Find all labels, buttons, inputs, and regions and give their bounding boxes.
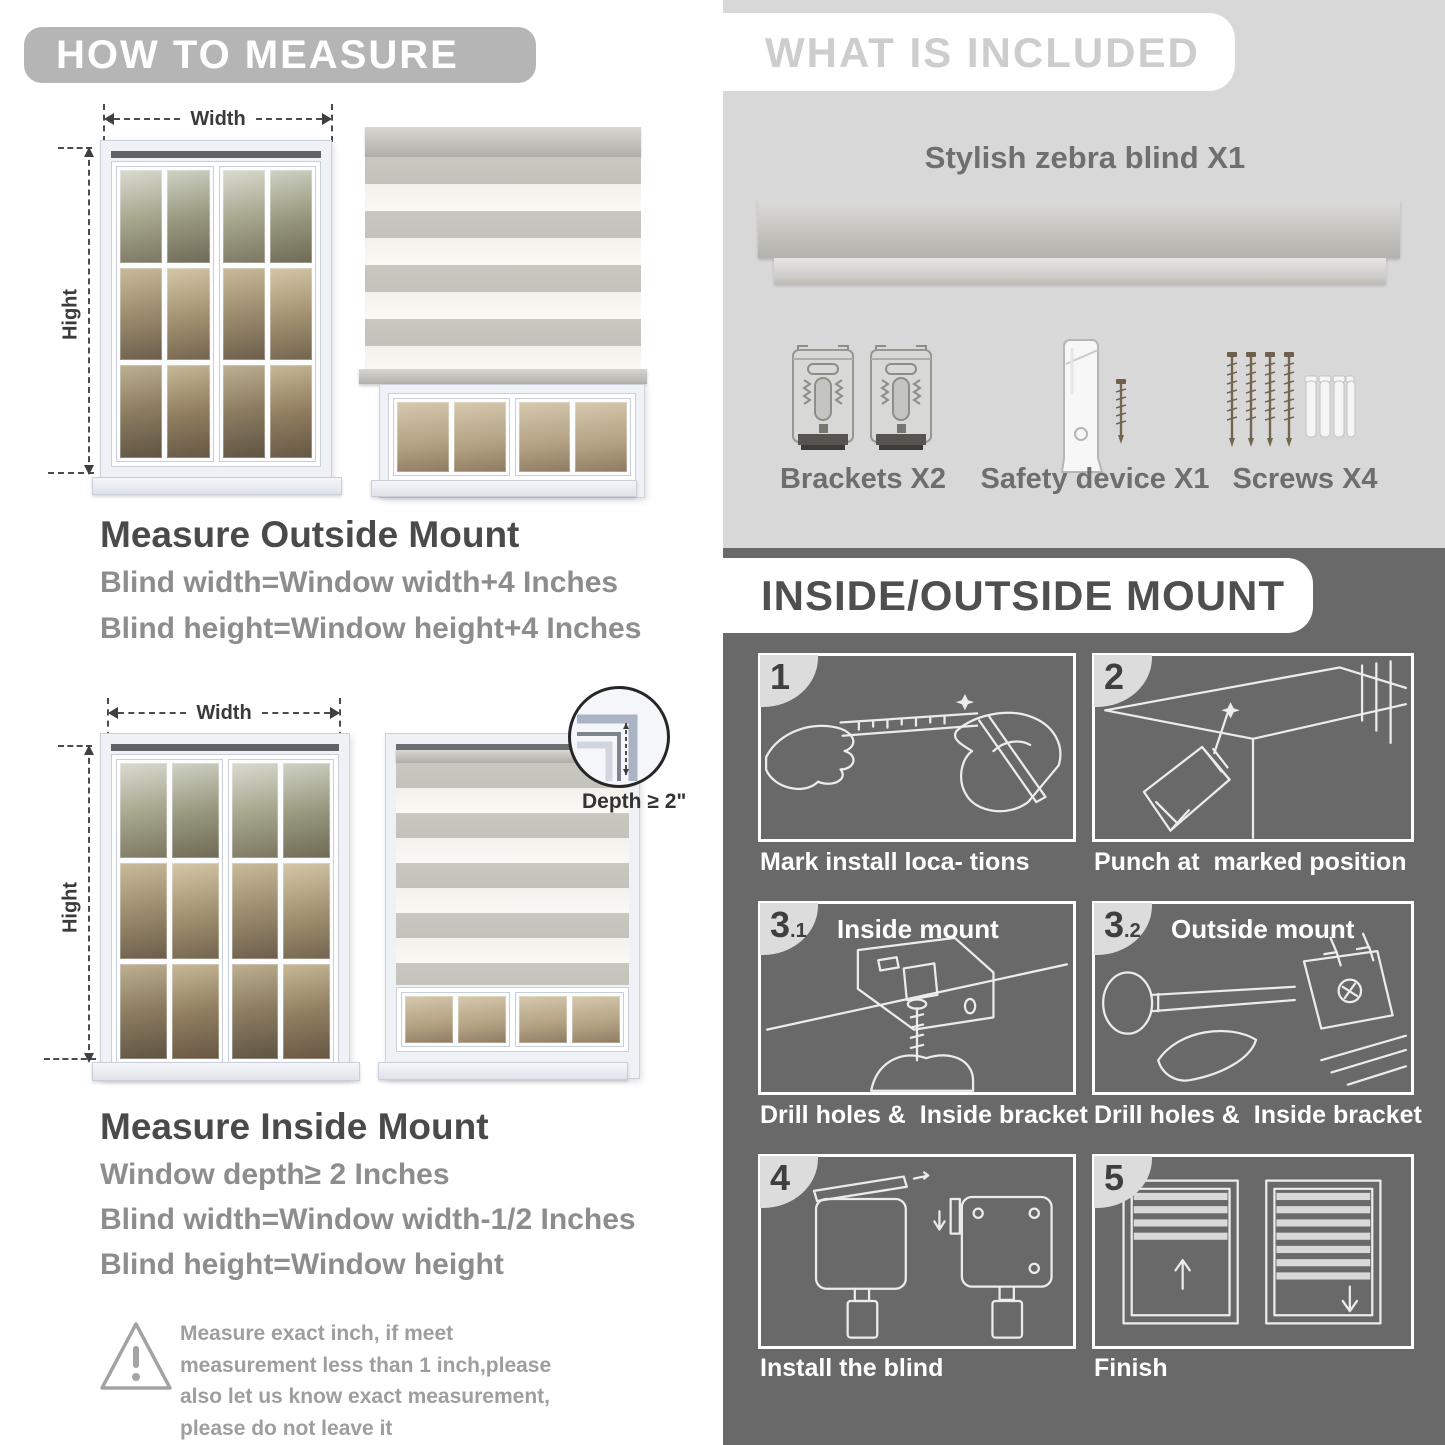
safety-device-label: Safety device X1	[980, 463, 1210, 495]
window-pane	[167, 365, 209, 458]
window-sash-right	[515, 992, 624, 1047]
arrow-left-icon	[108, 707, 118, 719]
blind-fabric-stripes	[365, 157, 641, 369]
measure-warning-text: Measure exact inch, if meet measurement less than 1 inch,please also let us know exact measurement, please do not leave it	[180, 1322, 552, 1440]
arrow-left-icon	[104, 113, 114, 125]
window-pane	[572, 996, 620, 1043]
blind-headrail	[365, 127, 641, 157]
window-sill	[371, 480, 637, 497]
arrow-down-icon	[84, 1053, 94, 1063]
window-pane	[519, 402, 571, 472]
window-pane	[223, 268, 265, 361]
exclamation-triangle-icon	[96, 1316, 176, 1398]
window-pane	[223, 365, 265, 458]
how-to-measure-title: HOW TO MEASURE	[56, 33, 459, 77]
arrow-up-icon	[84, 745, 94, 755]
window-pane	[120, 964, 167, 1059]
arrow-up-icon	[84, 147, 94, 157]
step-caption-3-2: Drill holes & Inside bracket	[1094, 1101, 1422, 1129]
window-top-rail	[111, 151, 321, 158]
depth-magnifier-icon	[568, 686, 670, 788]
window-sash-left	[116, 759, 223, 1063]
step-panel-5	[1092, 1154, 1414, 1349]
width-label: Width	[190, 107, 246, 130]
inside-mount-line1: Window depth≥ 2 Inches	[100, 1158, 450, 1191]
step-number: 3.2	[1104, 904, 1141, 945]
height-measure-arrow	[88, 150, 90, 472]
window-pane	[519, 996, 567, 1043]
window-pane	[223, 170, 265, 263]
dashed-line	[256, 118, 322, 120]
window-sash-right	[515, 398, 632, 476]
window-pane	[120, 863, 167, 958]
step-caption-1: Mark install loca- tions	[760, 848, 1030, 876]
outside-mount-line2: Blind height=Window height+4 Inches	[100, 612, 642, 645]
step-number: 4	[770, 1157, 791, 1198]
step-number: 2	[1104, 656, 1125, 697]
product-label: Stylish zebra blind X1	[924, 140, 1246, 175]
inside-mount-heading: Measure Inside Mount	[100, 1106, 489, 1147]
window-top-rail	[111, 744, 339, 751]
window-pane	[232, 863, 279, 958]
window-pane	[405, 996, 453, 1043]
how-to-measure-header	[24, 27, 536, 83]
dashed-line	[118, 712, 186, 714]
height-measure-arrow	[88, 748, 90, 1060]
window-pane	[283, 863, 330, 958]
dashed-line	[262, 712, 330, 714]
window-body	[388, 393, 636, 481]
window-illustration-outside	[100, 140, 332, 478]
safety-device-icon	[1058, 336, 1104, 478]
mount-guide-header	[723, 558, 1313, 633]
step-number: 5	[1104, 1157, 1125, 1198]
window-pane	[232, 964, 279, 1059]
step-panel-3-1	[758, 901, 1076, 1095]
arrow-right-icon	[330, 707, 340, 719]
window-pane	[270, 170, 312, 263]
window-pane	[172, 964, 219, 1059]
step-panel-1	[758, 653, 1076, 842]
height-label: Hight	[59, 288, 82, 341]
step-panel-4	[758, 1154, 1076, 1349]
step-panel-title: Outside mount	[1171, 914, 1355, 944]
window-pane	[167, 268, 209, 361]
blind-bottom-rail-product	[774, 258, 1386, 284]
depth-label: Depth ≥ 2"	[582, 790, 687, 813]
window-pane	[120, 268, 162, 361]
zebra-blind-illustration-outside	[365, 127, 641, 496]
window-pane	[283, 763, 330, 858]
step-caption-5: Finish	[1094, 1354, 1168, 1382]
window-pane	[270, 365, 312, 458]
width-measure-arrow	[104, 108, 332, 130]
step-caption-3-1: Drill holes & Inside bracket	[760, 1101, 1088, 1129]
window-pane	[232, 763, 279, 858]
window-sash-right	[219, 166, 317, 462]
step-number: 3.1	[770, 904, 807, 945]
window-pane	[172, 763, 219, 858]
width-measure-arrow	[108, 702, 340, 724]
window-sash-left	[401, 992, 510, 1047]
window-pane	[270, 268, 312, 361]
window-sill	[92, 477, 342, 495]
window-body	[396, 987, 629, 1052]
window-pane	[397, 402, 449, 472]
brackets-label: Brackets X2	[779, 463, 947, 495]
window-pane	[283, 964, 330, 1059]
window-pane	[167, 170, 209, 263]
height-label: Hight	[59, 881, 82, 934]
window-pane	[120, 170, 162, 263]
window-corner-detail	[571, 689, 667, 785]
blind-bottom-rail	[359, 369, 647, 384]
window-illustration-inside	[100, 733, 350, 1079]
step-panel-2	[1092, 653, 1414, 842]
what-is-included-title: WHAT IS INCLUDED	[765, 29, 1200, 76]
window-body	[111, 161, 321, 467]
arrow-down-icon	[84, 465, 94, 475]
window-body	[111, 754, 339, 1068]
window-sash-left	[393, 398, 510, 476]
screws-label: Screws X4	[1232, 463, 1378, 495]
inside-mount-line3: Blind height=Window height	[100, 1248, 504, 1281]
step-panel-title: Inside mount	[837, 914, 999, 944]
screws-and-anchors-icon	[1222, 350, 1356, 460]
mount-guide-title: INSIDE/OUTSIDE MOUNT	[761, 572, 1286, 619]
what-is-included-header	[723, 13, 1235, 91]
step-number: 1	[770, 656, 791, 697]
screw-icon	[1112, 378, 1130, 446]
bracket-icon	[790, 344, 856, 458]
dashed-line	[114, 118, 180, 120]
window-pane	[172, 863, 219, 958]
blind-headrail-product	[758, 200, 1400, 258]
window-sill	[378, 1062, 628, 1080]
window-pane	[575, 402, 627, 472]
window-pane	[120, 365, 162, 458]
window-sash-right	[228, 759, 335, 1063]
window-sash-left	[116, 166, 214, 462]
bracket-icon	[868, 344, 934, 458]
step-panel-3-2	[1092, 901, 1414, 1095]
width-label: Width	[196, 701, 252, 724]
window-pane	[458, 996, 506, 1043]
outside-mount-heading: Measure Outside Mount	[100, 514, 520, 555]
window-pane	[120, 763, 167, 858]
arrow-right-icon	[322, 113, 332, 125]
window-sill	[92, 1062, 360, 1081]
step-caption-2: Punch at marked position	[1094, 848, 1407, 876]
window-pane	[454, 402, 506, 472]
outside-mount-line1: Blind width=Window width+4 Inches	[100, 566, 619, 599]
step-caption-4: Install the blind	[760, 1354, 944, 1382]
inside-mount-line2: Blind width=Window width-1/2 Inches	[100, 1203, 636, 1236]
